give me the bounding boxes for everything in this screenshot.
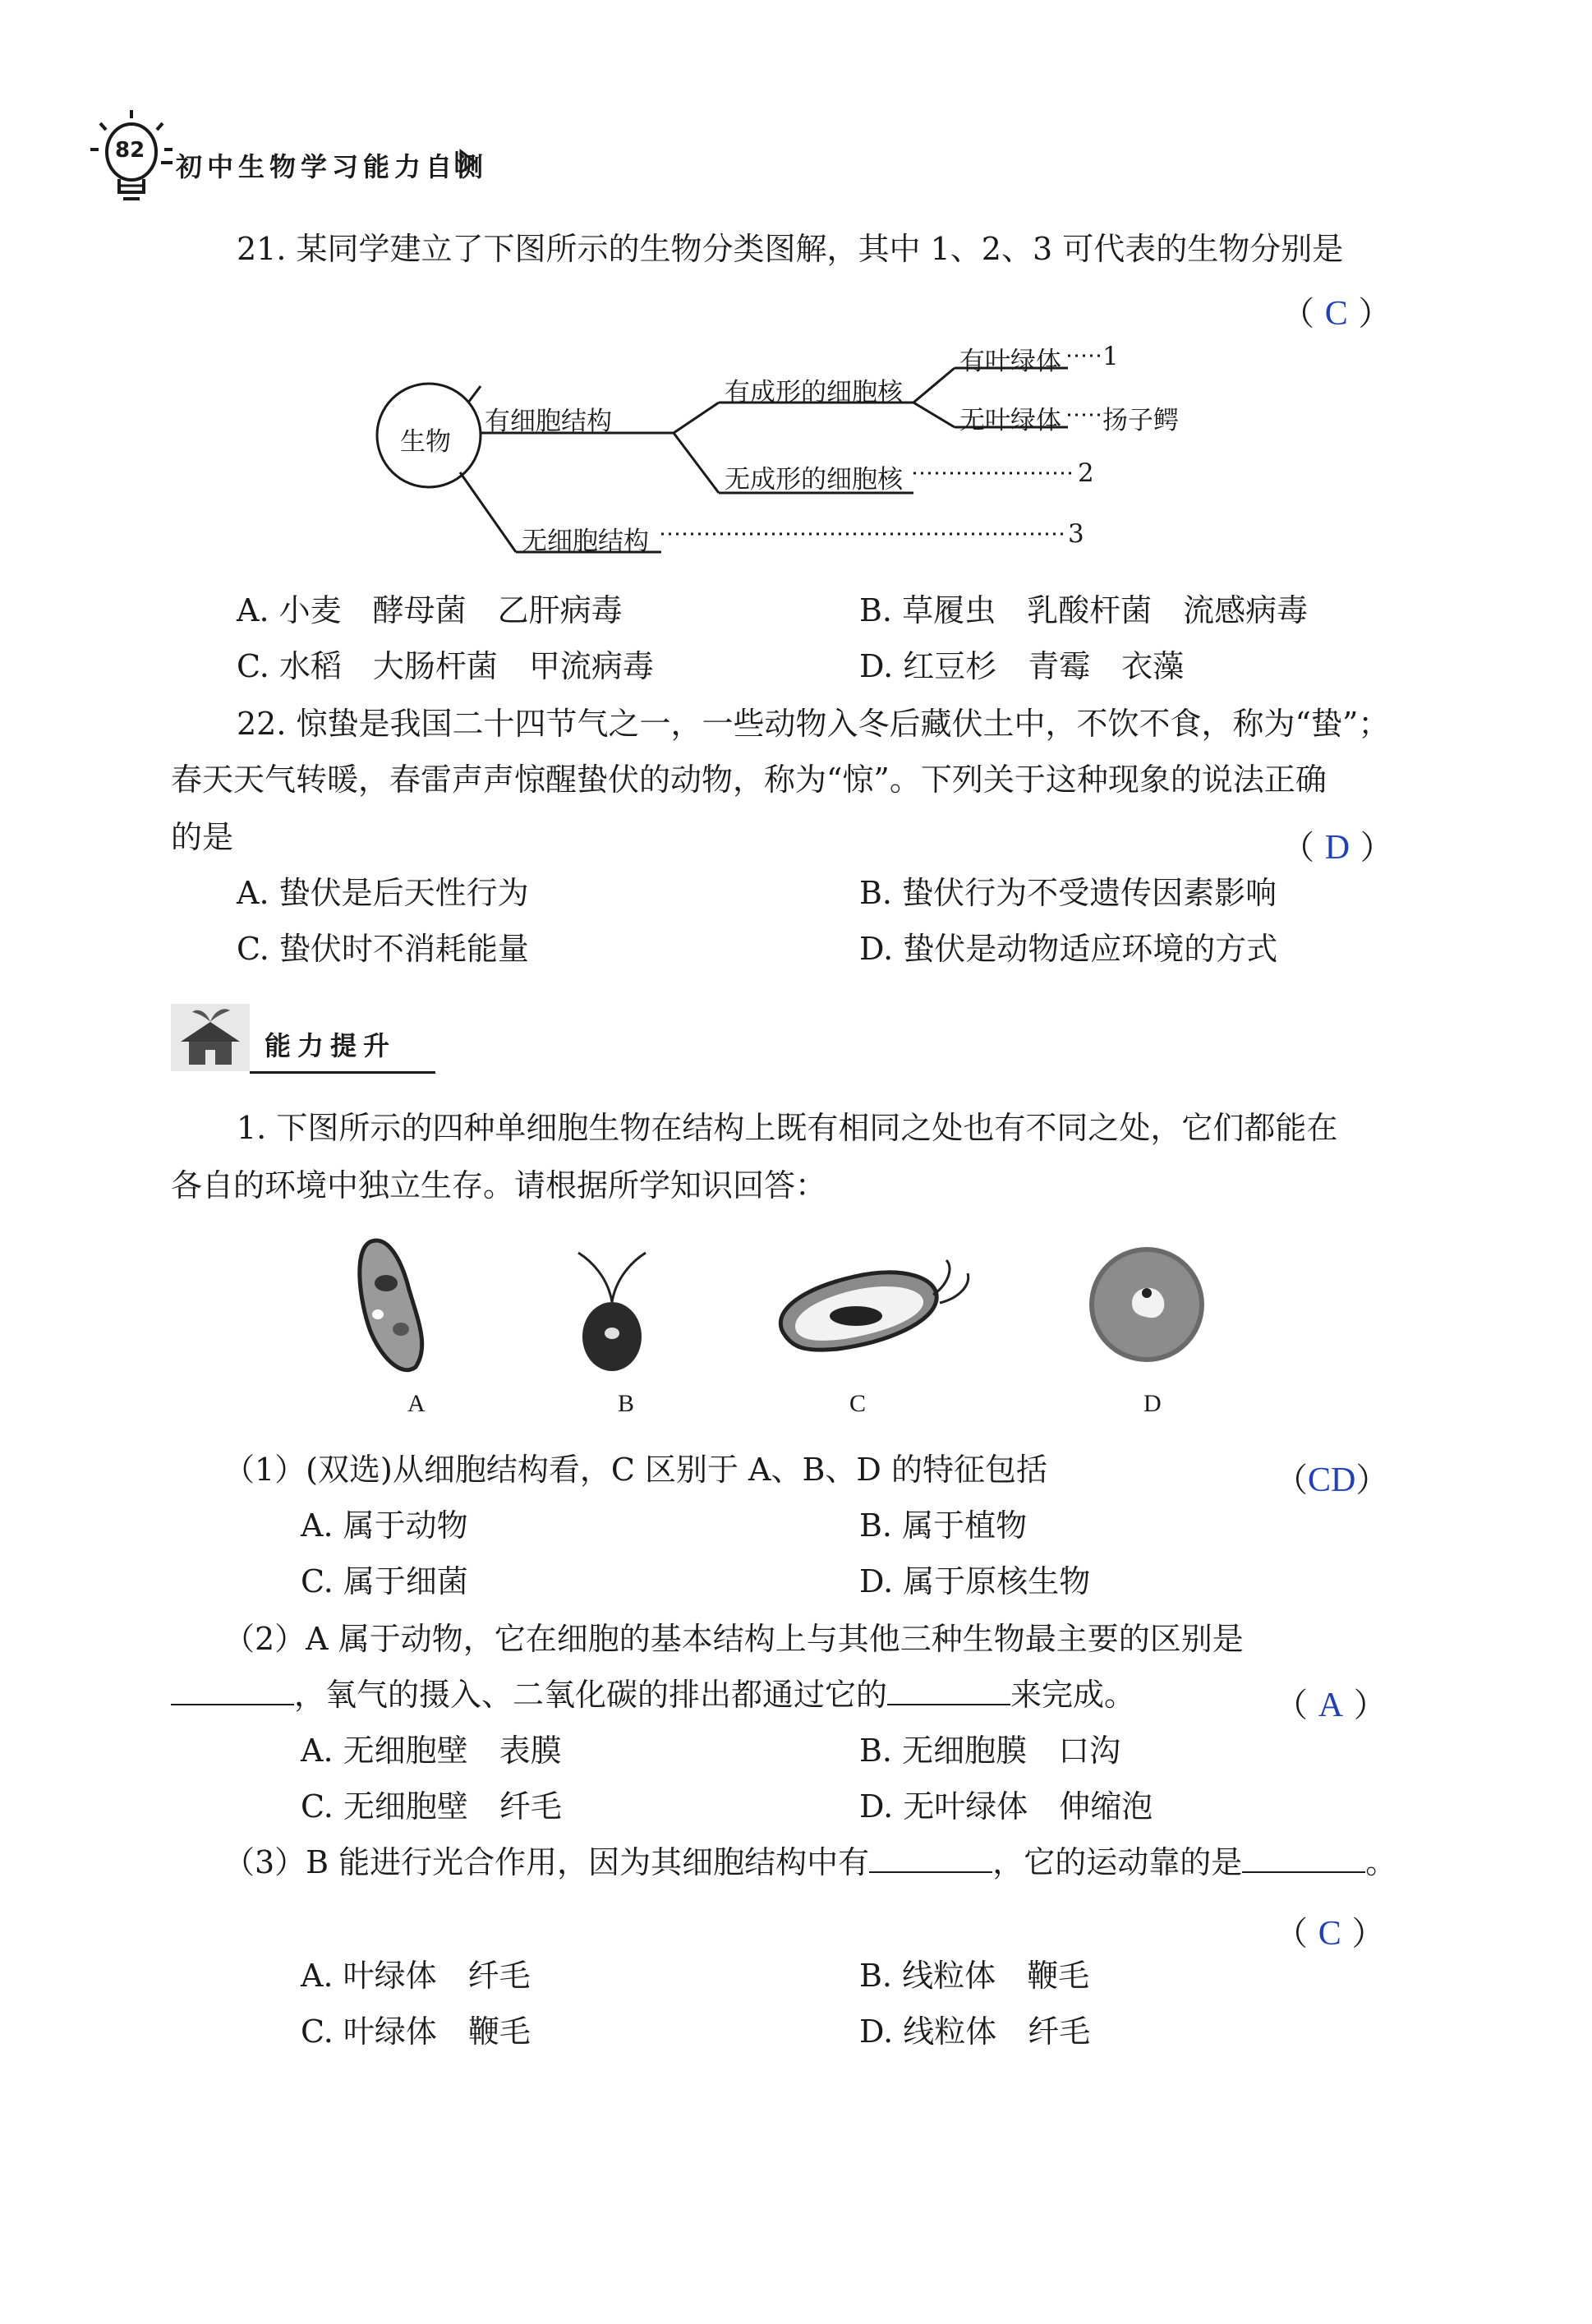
sub1-option-c: C. 属于细菌	[301, 1563, 468, 1599]
q21-stem: 21. 某同学建立了下图所示的生物分类图解，其中 1、2、3 可代表的生物分别是	[237, 231, 1344, 267]
q22-option-a: A. 蛰伏是后天性行为	[237, 875, 529, 911]
paramecium-image	[337, 1232, 452, 1380]
cell-label-d: D	[1143, 1390, 1162, 1417]
sub3-option-d: D. 线粒体 纤毛	[859, 2013, 1091, 2050]
sub3-blank-2[interactable]	[1242, 1847, 1365, 1873]
section-title: 能力提升	[265, 1030, 397, 1061]
sub2-answer-bracket: （ A ）	[1275, 1687, 1387, 1724]
diagram-leaf-2: 2	[1078, 458, 1094, 488]
sub3-stem-mid: ，它的运动靠的是	[992, 1844, 1243, 1880]
sub2-option-a: A. 无细胞壁 表膜	[301, 1733, 562, 1769]
sub2-option-b: B. 无细胞膜 口沟	[859, 1733, 1121, 1769]
sub3-answer: C	[1318, 1915, 1341, 1953]
sub3-stem-start: （3）B 能进行光合作用，因为其细胞结构中有	[223, 1844, 870, 1880]
sub1-option-b: B. 属于植物	[859, 1507, 1028, 1544]
sub3-option-b: B. 线粒体 鞭毛	[859, 1958, 1090, 1994]
q22-answer: D	[1324, 829, 1350, 867]
sub2-blank-1[interactable]	[171, 1679, 294, 1705]
sub1-stem: （1）(双选)从细胞结构看，C 区别于 A、B、D 的特征包括	[223, 1452, 1047, 1488]
diagram-nucleus-no: 无成形的细胞核	[725, 465, 903, 495]
sub1-answer-bracket: （CD）	[1275, 1461, 1389, 1499]
q21-answer: C	[1324, 295, 1348, 333]
diagram-leaf-3: 3	[1068, 519, 1084, 549]
sub1-option-d: D. 属于原核生物	[859, 1563, 1091, 1599]
diagram-chloro-yes: 有叶绿体	[959, 347, 1061, 376]
diagram-branch-nocell: 无细胞结构	[522, 527, 649, 556]
yeast-cell-image	[1081, 1239, 1212, 1370]
bacterium-image	[764, 1257, 978, 1364]
diagram-chloro-no: 无叶绿体	[959, 406, 1061, 435]
sub3-blank-1[interactable]	[869, 1847, 992, 1873]
sub1-option-a: A. 属于动物	[301, 1507, 468, 1544]
diagram-nucleus-yes: 有成形的细胞核	[725, 378, 903, 407]
sub3-option-c: C. 叶绿体 鞭毛	[301, 2013, 531, 2050]
q22-option-b: B. 蛰伏行为不受遗传因素影响	[859, 875, 1277, 911]
sub2-answer: A	[1318, 1687, 1344, 1724]
q21-option-a: A. 小麦 酵母菌 乙肝病毒	[237, 592, 623, 628]
p1-stem-line2: 各自的环境中独立生存。请根据所学知识回答：	[171, 1167, 827, 1203]
page-number: 82	[115, 138, 145, 163]
sub1-answer: CD	[1308, 1461, 1356, 1499]
q21-option-d: D. 红豆杉 青霉 衣藻	[859, 648, 1185, 684]
sub3-option-a: A. 叶绿体 纤毛	[301, 1958, 531, 1994]
q21-answer-bracket: （ C ）	[1281, 295, 1392, 333]
sub2-stem-line1: （2）A 属于动物，它在细胞的基本结构上与其他三种生物最主要的区别是	[223, 1621, 1244, 1657]
sub2-stem-end: 来完成。	[1010, 1677, 1136, 1713]
q22-option-c: C. 蛰伏时不消耗能量	[237, 931, 529, 967]
diagram-root: 生物	[400, 427, 451, 457]
q21-option-c: C. 水稻 大肠杆菌 甲流病毒	[237, 648, 654, 684]
sub2-stem-line2	[171, 1677, 1136, 1713]
house-plant-icon	[171, 1004, 250, 1071]
diagram-leaf-example: 扬子鳄	[1102, 406, 1179, 435]
diagram-leaf-1: 1	[1102, 342, 1119, 371]
sub2-stem-mid: ，氧气的摄入、二氧化碳的排出都通过它的	[294, 1677, 888, 1713]
cell-label-a: A	[407, 1390, 426, 1417]
q21-option-b: B. 草履虫 乳酸杆菌 流感病毒	[859, 592, 1309, 628]
cell-label-c: C	[849, 1390, 867, 1417]
sub2-option-c: C. 无细胞壁 纤毛	[301, 1788, 562, 1825]
diagram-branch-cell: 有细胞结构	[485, 407, 612, 436]
sub3-stem-end: 。	[1365, 1844, 1397, 1880]
q22-stem-line3: 的是	[171, 819, 234, 855]
sub2-option-d: D. 无叶绿体 伸缩泡	[859, 1788, 1153, 1825]
q22-stem-line2: 春天天气转暖，春雷声声惊醒蛰伏的动物，称为“惊”。下列关于这种现象的说法正确	[171, 762, 1327, 798]
p1-stem-line1: 1. 下图所示的四种单细胞生物在结构上既有相同之处也有不同之处，它们都能在	[237, 1110, 1338, 1146]
diagram-lines	[0, 0, 1592, 591]
q22-option-d: D. 蛰伏是动物适应环境的方式	[859, 931, 1278, 967]
q22-stem-line1: 22. 惊蛰是我国二十四节气之一，一些动物入冬后藏伏土中，不饮不食，称为“蛰”；	[237, 706, 1390, 742]
sub2-blank-2[interactable]	[887, 1679, 1010, 1705]
q22-answer-bracket: （ D ）	[1281, 829, 1393, 867]
chlamydomonas-image	[567, 1236, 657, 1376]
header-title: 初中生物学习能力自测	[176, 151, 489, 182]
sub3-answer-bracket: （ C ）	[1275, 1915, 1385, 1953]
sub3-stem	[223, 1844, 1397, 1880]
cell-label-b: B	[618, 1390, 635, 1417]
